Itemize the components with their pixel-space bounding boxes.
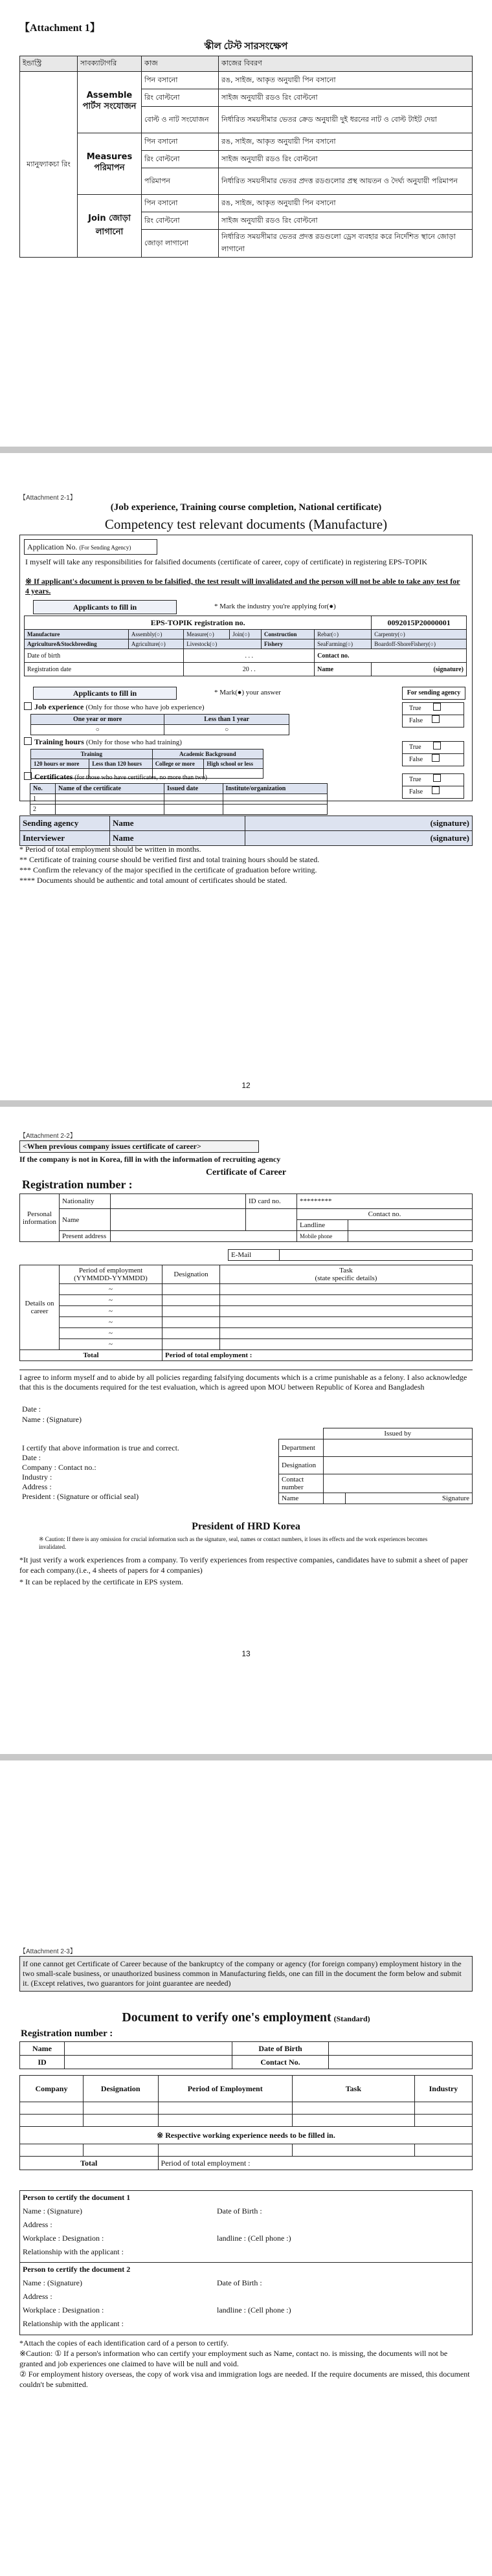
- person-1-block: [19, 2190, 473, 2263]
- nationality-label: Nationality: [60, 1194, 111, 1209]
- cert-row-no: 1: [30, 794, 56, 805]
- desc-cell: সাইজ অনুযায়ী রডও রিং বোল্টনো: [219, 89, 473, 107]
- interviewer-label: Interviewer: [20, 831, 110, 846]
- academic-header: Academic Background: [152, 749, 263, 759]
- issuer-name-value[interactable]: [323, 1493, 345, 1504]
- responsibility-statement: I myself will take any responsibilities for falsified documents (certificate of career, copy of certificate) in registering EPS-TOPIK: [25, 557, 428, 566]
- agreement-text: I agree to inform myself and to abide by all policies regarding falsifying documents which is a crime punishable as a felony. I also acknowledge that this is the documents required for the test evaluation, which is agreed upon MOU between Republic of Korea and Bangladesh: [19, 1370, 473, 1392]
- cert-col-no: No.: [30, 784, 56, 794]
- total-label: Total: [20, 1350, 162, 1361]
- person-2-dob[interactable]: Date of Birth :: [217, 2278, 262, 2287]
- landline-label: Landline: [297, 1220, 348, 1231]
- task-cell: রিং বোল্টনো: [142, 151, 219, 168]
- one-year-radio[interactable]: ○: [31, 725, 164, 735]
- cert-name-cell[interactable]: [56, 794, 164, 805]
- employment-history-table: [19, 2075, 473, 2170]
- col-period: Period of Employment: [158, 2076, 292, 2102]
- designation-cell[interactable]: [83, 2115, 158, 2127]
- certify-industry: Industry :: [22, 1472, 52, 1482]
- certificate-of-career-title: Certificate of Career: [205, 1168, 287, 1177]
- t-col-120-less: Less than 120 hours: [89, 759, 152, 769]
- designation-cell[interactable]: [162, 1328, 220, 1339]
- respective-note: ※ Respective working experience needs to be filled in.: [20, 2127, 473, 2144]
- name-label: Name: [60, 1209, 111, 1231]
- person-2-block: [19, 2263, 473, 2335]
- designation-cell[interactable]: [162, 1306, 220, 1317]
- task-cell[interactable]: [292, 2102, 414, 2115]
- period-cell[interactable]: ~: [60, 1295, 162, 1306]
- mobile-value[interactable]: [348, 1231, 473, 1242]
- industry-cell[interactable]: [414, 2102, 472, 2115]
- task-cell: বোল্ট ও নাট সংযোজন: [142, 107, 219, 133]
- issuer-signature[interactable]: Signature: [345, 1493, 472, 1504]
- industry-cell: ম্যানুফ্যাকচা রিং: [20, 72, 78, 258]
- interviewer-name: Name: [110, 831, 245, 846]
- company-cell[interactable]: [20, 2115, 84, 2127]
- person-1-dob[interactable]: Date of Birth :: [217, 2206, 262, 2215]
- desc-cell: নির্ধারিত সময়সীমার ভেতর প্রদত্ত রডগুলো ড্রেস ব্যবহার করে নির্দেশিত স্থানে জোড়া লাগানো: [219, 230, 473, 258]
- nationality-value[interactable]: [111, 1194, 246, 1209]
- person-1-relationship[interactable]: Relationship with the applicant :: [23, 2247, 124, 2256]
- contact-number-label: Contact number: [279, 1474, 324, 1493]
- if-not-korea: If the company is not in Korea, fill in with the information of recruiting agency: [19, 1155, 281, 1164]
- t-col-highschool: High school or less: [204, 759, 263, 769]
- col-subcategory: সাবক্যাটাগরি: [78, 56, 142, 72]
- person-2-title: Person to certify the document 2: [23, 2265, 131, 2274]
- industry-construction: Construction: [262, 630, 315, 639]
- sending-agency-label: Sending agency: [20, 816, 110, 831]
- page-separator: [0, 447, 492, 453]
- present-address-value[interactable]: [111, 1231, 297, 1242]
- attachment-2-1-heading: (Job experience, Training course completion, National certificate): [110, 502, 382, 513]
- option-seafarming[interactable]: SeaFarming(○): [315, 639, 372, 649]
- name-label: Name: [20, 2042, 65, 2056]
- training-section: [24, 737, 386, 768]
- cert-true-label: True: [409, 776, 421, 783]
- desc-cell: সাইজ অনুযায়ী রডও রিং বোল্টনো: [219, 151, 473, 168]
- for-sending-agency: For sending agency: [402, 687, 465, 700]
- job-false-checkbox[interactable]: [432, 715, 440, 723]
- attachment-2-3-tag: 【Attachment 2-3】: [19, 1948, 76, 1955]
- desc-cell: রঙ, সাইজ, আকৃত অনুযায়ী পিন বসানো: [219, 72, 473, 89]
- task-header: Task: [339, 1267, 353, 1274]
- t-col-college: College or more: [152, 759, 204, 769]
- task-cell: জোড়া লাগানো: [142, 230, 219, 258]
- page-separator: [0, 1754, 492, 1760]
- job-false-label: False: [409, 717, 423, 724]
- id-card-label: ID card no.: [246, 1194, 297, 1209]
- person-2-landline[interactable]: landline : (Cell phone :): [217, 2305, 291, 2315]
- period-cell[interactable]: [158, 2102, 292, 2115]
- task-cell[interactable]: [220, 1295, 473, 1306]
- col-description: কাজের বিবরণ: [219, 56, 473, 72]
- eps-registration-value[interactable]: 0092015P20000001: [372, 616, 467, 630]
- document-title-suffix: (Standard): [333, 2014, 370, 2023]
- col-industry: Industry: [414, 2076, 472, 2102]
- desc-cell: নির্ধারিত সময়সীমার ভেতর ক্রেড অনুযায়ী দুই ধরনের নাট ও বোল্ট টাইট দেয়া: [219, 107, 473, 133]
- task-cell[interactable]: [220, 1339, 473, 1350]
- interviewer-signature[interactable]: (signature): [245, 831, 473, 846]
- desc-cell: সাইজ অনুযায়ী রডও রিং বোল্টনো: [219, 212, 473, 230]
- document-title-text: Document to verify one's employment: [122, 2010, 331, 2025]
- task-cell: পিন বসানো: [142, 195, 219, 212]
- person-2-name[interactable]: Name : (Signature): [23, 2278, 82, 2287]
- training-label: Training hours: [34, 737, 84, 746]
- designation-cell[interactable]: [162, 1317, 220, 1328]
- eps-registration-label: EPS-TOPIK registration no.: [25, 616, 372, 630]
- certify-block: [22, 1443, 229, 1502]
- industry-cell[interactable]: [414, 2144, 472, 2157]
- period-cell[interactable]: ~: [60, 1339, 162, 1350]
- present-address-label: Present address: [60, 1231, 111, 1242]
- note-1: *It just verify a work experiences from a company. To verify experiences from respective companies, candidates have to submit a sheet of paper for each company.(i.e., 4 sheets of papers for 4 companies): [19, 1555, 468, 1575]
- caution-text: ※ Caution: If there is any omission for crucial information such as the signature, seal, names or contact numbers, it loses its effects and the work experiences becomes invalidated.: [39, 1536, 428, 1550]
- category-join: Join জোড়া লাগানো: [78, 195, 142, 258]
- company-cell[interactable]: [20, 2102, 84, 2115]
- designation-cell[interactable]: [162, 1339, 220, 1350]
- cert-false-label: False: [409, 788, 423, 795]
- cert-col-institute: Institute/organization: [223, 784, 327, 794]
- cert-true-checkbox[interactable]: [433, 774, 441, 782]
- designation-label: Designation: [279, 1457, 324, 1474]
- designation-cell[interactable]: [83, 2144, 158, 2157]
- name-label: Name: [315, 663, 372, 676]
- cert-col-name: Name of the certificate: [56, 784, 164, 794]
- note-line: *** Confirm the relevancy of the major specified in the certificate of graduation before writing.: [19, 865, 317, 874]
- cert-date-cell[interactable]: [164, 794, 223, 805]
- agree-date: Date :: [22, 1405, 41, 1414]
- reg-date-label: Registration date: [25, 663, 184, 676]
- person-1-landline[interactable]: landline : (Cell phone :): [217, 2234, 291, 2243]
- desc-cell: রঙ, সাইজ, আকৃত অনুযায়ী পিন বসানো: [219, 133, 473, 151]
- desc-cell: রঙ, সাইজ, আকৃত অনুযায়ী পিন বসানো: [219, 195, 473, 212]
- applicants-fill-header-2: Applicants to fill in: [33, 687, 177, 700]
- email-row: [228, 1249, 473, 1261]
- option-join[interactable]: Join(○): [230, 630, 262, 639]
- option-livestock[interactable]: Livestock(○): [184, 639, 262, 649]
- designation-cell[interactable]: [83, 2102, 158, 2115]
- note-line: ※Caution: ① If a person's information who can certify your employment such as Name, contact no. is missing, the documents will not be granted and job experiences one claimed to have will be null and void.: [19, 2349, 448, 2368]
- industry-fishery: Fishery: [262, 639, 315, 649]
- note-line: ** Certificate of training course should be verified first and total training hours should be stated.: [19, 855, 320, 864]
- page-attachment-2-3: [0, 1760, 492, 2576]
- task-note: (state specific details): [315, 1274, 377, 1282]
- person-1-name[interactable]: Name : (Signature): [23, 2206, 82, 2215]
- dob-value[interactable]: . . .: [184, 649, 315, 663]
- task-cell: পরিমাপন: [142, 168, 219, 195]
- person-2-relationship[interactable]: Relationship with the applicant :: [23, 2319, 124, 2328]
- contact-number-value[interactable]: [323, 1474, 473, 1493]
- category-measures: Measures পরিমাপন: [78, 133, 142, 195]
- reg-date-value[interactable]: 20 . .: [184, 663, 315, 676]
- email-value[interactable]: [280, 1250, 473, 1261]
- page-separator: [0, 1100, 492, 1107]
- designation-cell[interactable]: [162, 1295, 220, 1306]
- falsified-warning: ※ If applicant's document is proven to be falsified, the test result will invalidated and the person will not be able to take any test for 4 years.: [25, 577, 460, 595]
- person-1-title: Person to certify the document 1: [23, 2193, 131, 2202]
- id-card-value[interactable]: *********: [297, 1194, 473, 1209]
- col-designation: Designation: [83, 2076, 158, 2102]
- job-true-label: True: [409, 705, 421, 712]
- signature-label[interactable]: (signature): [372, 663, 467, 676]
- certify-date: Date :: [22, 1453, 41, 1462]
- attachment-1-tag: 【Attachment 1】: [19, 23, 100, 34]
- less-year-option: Less than 1 year: [164, 715, 289, 725]
- agree-name-signature: Name : (Signature): [22, 1415, 82, 1424]
- registration-number-label: Registration number :: [21, 2028, 113, 2039]
- training-header: Training: [31, 749, 153, 759]
- attachment-2-1-notes: [19, 844, 473, 885]
- period-total-label: Period of total employment :: [162, 1350, 473, 1361]
- option-rebar[interactable]: Rebar(○): [315, 630, 372, 639]
- attachment-2-3-notes: [19, 2338, 473, 2390]
- department-label: Department: [279, 1439, 324, 1457]
- period-cell[interactable]: ~: [60, 1306, 162, 1317]
- industry-manufacture: Manufacture: [25, 630, 129, 639]
- certify-address: Address :: [22, 1482, 52, 1491]
- career-details-table: [19, 1265, 473, 1361]
- person-2-address[interactable]: Address :: [23, 2292, 52, 2301]
- desc-cell: নির্ধারিত সময়সীমার ভেতর প্রদত্ত রডগুলোর প্রস্থ আয়তন ও দৈর্ঘ্য অনুযায়ী পরিমাপন: [219, 168, 473, 195]
- training-note: (Only for those who had training): [85, 738, 182, 746]
- task-cell[interactable]: [292, 2115, 414, 2127]
- contact-label: Contact no.: [315, 649, 467, 663]
- cert-col-date: Issued date: [164, 784, 223, 794]
- attachment-1-title: স্কীল টেস্ট সারসংক্ষেপ: [204, 41, 288, 52]
- job-experience-section: [24, 702, 386, 733]
- job-experience-checkbox[interactable]: [24, 702, 32, 710]
- name-value[interactable]: [111, 1209, 246, 1231]
- email-label: E-Mail: [229, 1250, 280, 1261]
- mobile-label: Mobile phone: [297, 1231, 348, 1242]
- option-carpentry[interactable]: Carpentry(○): [372, 630, 467, 639]
- contact-label: Contact No.: [232, 2056, 329, 2069]
- id-label: ID: [20, 2056, 65, 2069]
- option-assembly[interactable]: Assembly(○): [128, 630, 183, 639]
- task-cell: পিন বসানো: [142, 72, 219, 89]
- col-task: Task: [292, 2076, 414, 2102]
- cert-name-cell[interactable]: [56, 805, 164, 815]
- option-offshore[interactable]: Boardoff-ShoreFishery(○): [372, 639, 467, 649]
- issued-by-label: Issued by: [323, 1428, 473, 1439]
- task-cell: পিন বসানো: [142, 133, 219, 151]
- president-hrd-korea: President of HRD Korea: [192, 1521, 300, 1532]
- employment-id-table: [19, 2041, 473, 2069]
- id-value[interactable]: [65, 2056, 232, 2069]
- application-no-hint: (For Sending Agency): [79, 544, 131, 551]
- note-line: * Period of total employment should be written in months.: [19, 845, 201, 854]
- option-agriculture[interactable]: Agriculture(○): [128, 639, 183, 649]
- cert-institute-cell[interactable]: [223, 794, 327, 805]
- attachment-2-2-tag: 【Attachment 2-2】: [19, 1133, 76, 1140]
- col-industry: ইন্ডাস্ট্রি: [20, 56, 78, 72]
- certificates-table: [30, 783, 328, 815]
- task-cell[interactable]: [220, 1328, 473, 1339]
- designation-cell[interactable]: [162, 1284, 220, 1295]
- issued-by-table: [278, 1428, 473, 1504]
- job-experience-note: (Only for those who have job experience): [85, 704, 205, 711]
- mark-answer-note: * Mark(●) your answer: [214, 689, 281, 696]
- training-true-checkbox[interactable]: [433, 742, 441, 749]
- landline-value[interactable]: [348, 1220, 473, 1231]
- when-previous-company: <When previous company issues certificate of career>: [19, 1140, 259, 1153]
- note-line: *Attach the copies of each identification card of a person to certify.: [19, 2338, 229, 2348]
- less-year-radio[interactable]: ○: [164, 725, 289, 735]
- period-cell[interactable]: ~: [60, 1317, 162, 1328]
- industry-agriculture: Agriculture&Stockbreeding: [25, 639, 129, 649]
- mark-industry-note: * Mark the industry you're applying for(●): [214, 603, 336, 610]
- page-number: 12: [241, 1081, 251, 1090]
- page-number: 13: [241, 1649, 251, 1658]
- certificates-label: Certificates: [34, 772, 73, 781]
- personal-info-label: Personal information: [20, 1194, 60, 1242]
- blank: [279, 1428, 324, 1439]
- one-year-option: One year or more: [31, 715, 164, 725]
- task-cell[interactable]: [292, 2144, 414, 2157]
- cert-institute-cell[interactable]: [223, 805, 327, 815]
- career-personal-table: [19, 1194, 473, 1242]
- attachment-2-1-title: Competency test relevant documents (Manufacture): [104, 516, 388, 532]
- page-attachment-2-1: [0, 453, 492, 1100]
- contact-label: Contact no.: [297, 1209, 473, 1220]
- page-attachment-1: [0, 0, 492, 447]
- cert-date-cell[interactable]: [164, 805, 223, 815]
- task-cell[interactable]: [220, 1306, 473, 1317]
- sending-agency-name: Name: [110, 816, 245, 831]
- task-cell[interactable]: [220, 1284, 473, 1295]
- note-2: * It can be replaced by the certificate in EPS system.: [19, 1577, 183, 1586]
- signatures-table: [19, 816, 473, 846]
- designation-value[interactable]: [323, 1457, 473, 1474]
- period-cell[interactable]: ~: [60, 1284, 162, 1295]
- training-checkbox[interactable]: [24, 737, 32, 745]
- dob-label: Date of birth: [25, 649, 184, 663]
- designation-header: Designation: [162, 1265, 220, 1284]
- intro-box: If one cannot get Certificate of Career because of the bankruptcy of the company or agency (for foreign company) employment history in the two small-scale business, or unauthorized business common in Manufacturing fields, one can fill in the document the form below and submit it. (Except relatives, two guarantors for joint guarantee are needed): [19, 1956, 473, 1992]
- category-assemble: Assemble পার্টস সংযোজন: [78, 72, 142, 133]
- contact-value[interactable]: [329, 2056, 473, 2069]
- sending-agency-signature[interactable]: (signature): [245, 816, 473, 831]
- skill-test-table: [19, 56, 473, 258]
- blank: [246, 1209, 297, 1231]
- note-line: **** Documents should be authentic and total amount of certificates should be stated.: [19, 876, 287, 885]
- department-value[interactable]: [323, 1439, 473, 1457]
- task-cell: রিং বোল্টনো: [142, 212, 219, 230]
- task-cell: রিং বোল্টনো: [142, 89, 219, 107]
- name-value[interactable]: [65, 2042, 232, 2056]
- dob-value[interactable]: [329, 2042, 473, 2056]
- details-on-career-label: Details on career: [20, 1265, 60, 1350]
- col-task: কাজ: [142, 56, 219, 72]
- job-experience-label: Job experience: [34, 702, 84, 711]
- application-no-label: Application No.: [27, 542, 78, 551]
- document-title: [0, 2010, 492, 2025]
- cert-false-checkbox[interactable]: [432, 786, 440, 794]
- company-cell[interactable]: [20, 2144, 84, 2157]
- industry-cell[interactable]: [414, 2115, 472, 2127]
- certify-president: President : (Signature or official seal): [22, 1492, 139, 1501]
- certificates-note: (for those who have certificates, no more than two): [74, 774, 207, 781]
- certificates-checkbox[interactable]: [24, 772, 32, 780]
- registration-number-label: Registration number :: [22, 1178, 133, 1191]
- page-attachment-2-2: [0, 1107, 492, 1754]
- option-measure[interactable]: Measure(○): [184, 630, 230, 639]
- attachment-2-1-tag: 【Attachment 2-1】: [19, 494, 76, 502]
- period-cell[interactable]: [158, 2115, 292, 2127]
- note-line: ② For employment history overseas, the copy of work visa and immigration logs are needed. If the require documents are missed, this document couldn't be submitted.: [19, 2370, 470, 2389]
- certify-company: Company : Contact no.:: [22, 1463, 96, 1472]
- training-false-label: False: [409, 756, 423, 763]
- registration-table: [24, 616, 467, 676]
- col-company: Company: [20, 2076, 84, 2102]
- person-1-address[interactable]: Address :: [23, 2220, 52, 2229]
- training-true-label: True: [409, 744, 421, 751]
- training-false-checkbox[interactable]: [432, 754, 440, 762]
- job-true-checkbox[interactable]: [433, 703, 441, 711]
- person-1-workplace[interactable]: Workplace : Designation :: [23, 2234, 104, 2243]
- dob-label: Date of Birth: [232, 2042, 329, 2056]
- t-col-120-more: 120 hours or more: [31, 759, 89, 769]
- certify-text: I certify that above information is true and correct.: [22, 1443, 179, 1452]
- issuer-name-label: Name: [279, 1493, 324, 1504]
- cert-row-no: 2: [30, 805, 56, 815]
- period-cell[interactable]: [158, 2144, 292, 2157]
- period-cell[interactable]: ~: [60, 1328, 162, 1339]
- application-form: [19, 535, 473, 801]
- period-total-label: Period of total employment :: [158, 2157, 472, 2170]
- applicants-fill-header: Applicants to fill in: [33, 600, 177, 614]
- total-label: Total: [20, 2157, 159, 2170]
- period-header: Period of employment (YYMMDD-YYMMDD): [60, 1265, 162, 1284]
- task-cell[interactable]: [220, 1317, 473, 1328]
- person-2-workplace[interactable]: Workplace : Designation :: [23, 2305, 104, 2315]
